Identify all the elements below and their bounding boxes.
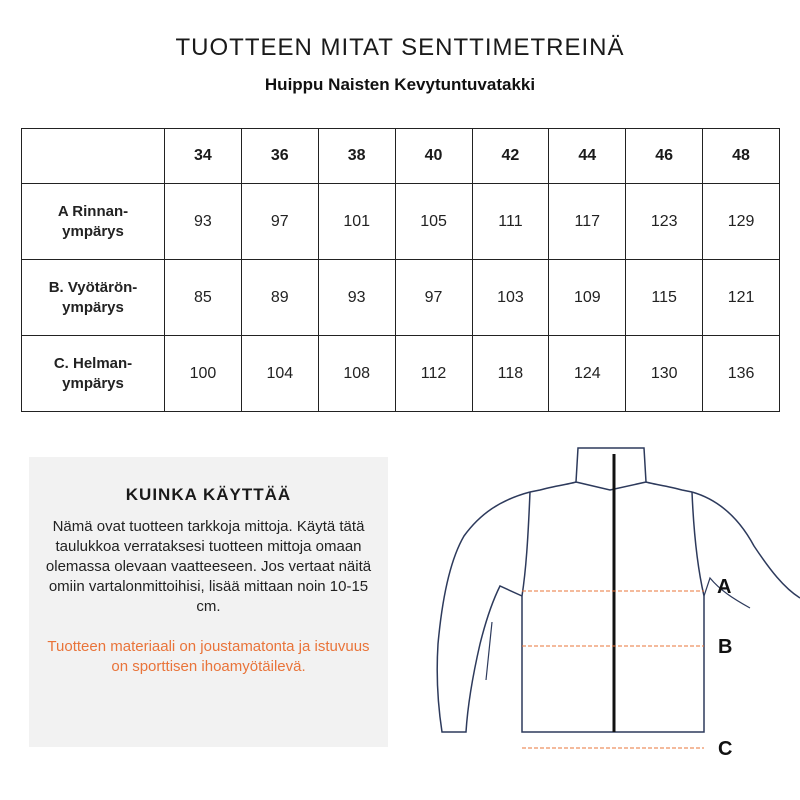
table-cell: 118 (472, 336, 549, 412)
how-to-use-heading: KUINKA KÄYTTÄÄ (125, 485, 292, 504)
jacket-collar-outline (576, 448, 646, 490)
table-cell: 85 (165, 260, 242, 336)
table-row (22, 184, 780, 260)
table-cell: 123 (626, 184, 703, 260)
how-to-use-box (29, 457, 388, 747)
table-cell: 136 (703, 336, 780, 412)
marker-label-a: A (717, 576, 732, 598)
table-row (22, 260, 780, 336)
size-header: 48 (703, 129, 780, 184)
table-cell: 109 (549, 260, 626, 336)
jacket-left-sleeve-outline (437, 492, 530, 732)
row-label: C. Helman- ympärys (22, 336, 165, 412)
table-cell: 105 (395, 184, 472, 260)
table-corner-cell (22, 129, 165, 184)
table-cell: 89 (241, 260, 318, 336)
table-cell: 103 (472, 260, 549, 336)
table-cell: 101 (318, 184, 395, 260)
how-to-use-text: Nämä ovat tuotteen tarkkoja mittoja. Käytä tätä taulukkoa verrataksesi tuotteen mittoja omaan olemassa olevaan vaatteeseen. Jos vertaat näitä omiin vartalonmittoihisi, lisää mittaan noin 10-15 cm. (45, 518, 372, 615)
table-cell: 93 (318, 260, 395, 336)
product-name: Huippu Naisten Kevytuntuvatakki (264, 75, 536, 94)
table-row (22, 336, 780, 412)
table-cell: 100 (165, 336, 242, 412)
table-cell: 130 (626, 336, 703, 412)
table-cell: 97 (395, 260, 472, 336)
table-cell: 121 (703, 260, 780, 336)
size-header: 38 (318, 129, 395, 184)
marker-label-c: C (718, 738, 733, 760)
marker-label-b: B (718, 636, 733, 658)
material-note: Tuotteen materiaali on joustamatonta ja istuvuus on sporttisen ihoamyötäilevä. (47, 638, 370, 675)
size-header-row (22, 129, 780, 184)
size-header: 36 (241, 129, 318, 184)
table-cell: 129 (703, 184, 780, 260)
table-cell: 124 (549, 336, 626, 412)
size-header: 34 (165, 129, 242, 184)
size-table (21, 128, 780, 412)
row-label: B. Vyötärön- ympärys (22, 260, 165, 336)
table-cell: 111 (472, 184, 549, 260)
table-cell: 93 (165, 184, 242, 260)
table-cell: 108 (318, 336, 395, 412)
table-cell: 117 (549, 184, 626, 260)
table-cell: 112 (395, 336, 472, 412)
table-cell: 97 (241, 184, 318, 260)
size-header: 44 (549, 129, 626, 184)
row-label: A Rinnan- ympärys (22, 184, 165, 260)
size-header: 46 (626, 129, 703, 184)
jacket-diagram (420, 430, 800, 790)
page-title: TUOTTEEN MITAT SENTTIMETREINÄ (175, 34, 625, 61)
size-header: 40 (395, 129, 472, 184)
table-cell: 115 (626, 260, 703, 336)
table-cell: 104 (241, 336, 318, 412)
size-header: 42 (472, 129, 549, 184)
